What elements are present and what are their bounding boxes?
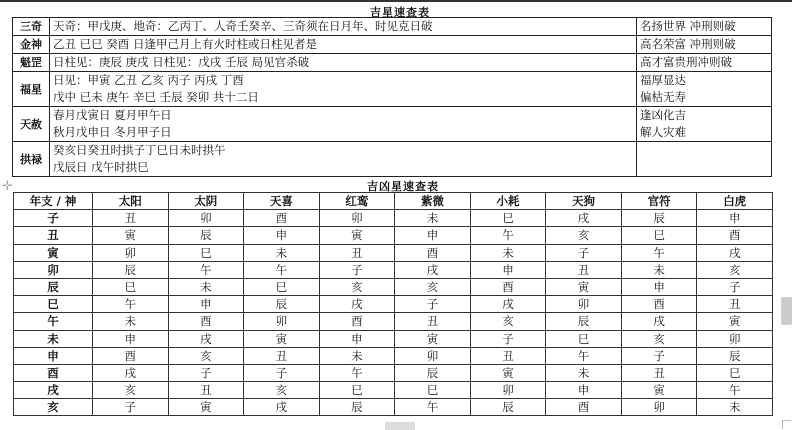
column-header-star: 太阴 <box>168 193 244 210</box>
star-description: 天奇：甲戊庚、地奇：乙丙丁、人奇壬癸辛、三奇须在日月年、时见克日破 <box>50 18 637 36</box>
table-cell: 辰 <box>546 313 622 330</box>
table-cell: 子 <box>621 347 697 364</box>
table-cell: 申 <box>395 227 471 244</box>
table-cell: 子 <box>470 330 546 347</box>
star-effect-note: 名扬世界 冲刑则破 <box>637 18 772 36</box>
row-header-year-branch: 寅 <box>14 244 93 261</box>
table-cell: 卯 <box>546 296 622 313</box>
star-effect-note <box>637 142 772 160</box>
table-cell: 酉 <box>319 313 395 330</box>
bottom-scroll-tab[interactable] <box>385 422 415 430</box>
lucky-star-row <box>13 124 772 142</box>
row-header-year-branch: 戌 <box>14 382 93 399</box>
table-cell: 辰 <box>621 210 697 227</box>
table-row <box>14 313 773 330</box>
table-cell: 未 <box>621 261 697 278</box>
table-cell: 卯 <box>93 244 169 261</box>
table-cell: 申 <box>697 210 773 227</box>
row-header-year-branch: 午 <box>14 313 93 330</box>
table-cell: 未 <box>395 210 471 227</box>
table-cell: 未 <box>697 399 773 416</box>
table-cell: 寅 <box>395 330 471 347</box>
column-header-star: 天狗 <box>546 193 622 210</box>
star-effect-note: 高才富贵刑冲则破 <box>637 54 772 72</box>
table-cell: 丑 <box>319 244 395 261</box>
table-row <box>14 227 773 244</box>
table-cell: 辰 <box>470 399 546 416</box>
row-header-year-branch: 申 <box>14 347 93 364</box>
column-header-year-branch: 年支 / 神 <box>14 193 93 210</box>
table-cell: 亥 <box>244 382 320 399</box>
table-cell: 亥 <box>621 330 697 347</box>
table-cell: 亥 <box>697 261 773 278</box>
row-header-year-branch: 未 <box>14 330 93 347</box>
resize-corner-icon[interactable] <box>782 420 791 429</box>
table-cell: 丑 <box>621 364 697 381</box>
table-cell: 午 <box>319 364 395 381</box>
row-header-year-branch: 子 <box>14 210 93 227</box>
table-move-handle-icon[interactable]: ✛ <box>2 179 13 194</box>
table-cell: 午 <box>621 244 697 261</box>
table-cell: 子 <box>319 261 395 278</box>
lucky-star-row <box>13 142 772 160</box>
star-description: 日柱见：庚辰 庚戌 日柱见：戊戌 壬辰 局见官杀破 <box>50 54 637 72</box>
table-row <box>14 261 773 278</box>
table-cell: 辰 <box>395 364 471 381</box>
table-cell: 巳 <box>546 330 622 347</box>
table-cell: 亥 <box>93 382 169 399</box>
table-cell: 丑 <box>244 347 320 364</box>
table-cell: 午 <box>546 347 622 364</box>
table-cell: 申 <box>546 382 622 399</box>
table-row <box>14 382 773 399</box>
table-cell: 酉 <box>395 244 471 261</box>
table-cell: 戌 <box>546 210 622 227</box>
lucky-star-row <box>13 72 772 90</box>
table-cell: 申 <box>621 278 697 295</box>
row-header-year-branch: 亥 <box>14 399 93 416</box>
star-name: 福星 <box>13 72 50 107</box>
table-cell: 巳 <box>319 382 395 399</box>
table-cell: 寅 <box>319 227 395 244</box>
table-cell: 午 <box>93 296 169 313</box>
stars-lookup-table-title: 吉凶星速查表 <box>367 180 439 193</box>
table-cell: 寅 <box>621 382 697 399</box>
table-cell: 巳 <box>697 364 773 381</box>
table-cell: 卯 <box>244 313 320 330</box>
table-cell: 丑 <box>168 382 244 399</box>
table-cell: 申 <box>93 330 169 347</box>
star-name: 金神 <box>13 36 50 54</box>
star-description: 日见：甲寅 乙丑 乙亥 丙子 丙戌 丁酉 <box>50 72 637 90</box>
table-cell: 酉 <box>93 347 169 364</box>
top-border <box>0 0 792 2</box>
star-description: 戊中 已未 庚午 辛巳 壬辰 癸卯 共十二日 <box>50 89 637 107</box>
table-cell: 寅 <box>168 399 244 416</box>
lucky-stars-table-title: 吉星速查表 <box>370 6 430 19</box>
table-cell: 亥 <box>546 227 622 244</box>
table-cell: 卯 <box>168 210 244 227</box>
table-cell: 午 <box>470 227 546 244</box>
table-cell: 申 <box>244 227 320 244</box>
table-cell: 未 <box>470 244 546 261</box>
star-description: 春月戊寅日 夏月甲午日 <box>50 107 637 125</box>
table-cell: 亥 <box>168 347 244 364</box>
column-header-star: 官符 <box>621 193 697 210</box>
table-cell: 酉 <box>546 399 622 416</box>
table-row <box>14 399 773 416</box>
table-cell: 丑 <box>546 261 622 278</box>
table-cell: 子 <box>546 244 622 261</box>
star-description: 乙丑 已巳 癸酉 日逢甲己月上有火时柱或日柱见者是 <box>50 36 637 54</box>
table-cell: 午 <box>244 261 320 278</box>
table-cell: 戌 <box>697 244 773 261</box>
table-cell: 寅 <box>546 278 622 295</box>
column-header-star: 太阳 <box>93 193 169 210</box>
star-effect-note: 逢凶化吉 <box>637 107 772 125</box>
table-cell: 申 <box>319 330 395 347</box>
table-cell: 丑 <box>395 313 471 330</box>
lucky-star-row <box>13 89 772 107</box>
table-cell: 辰 <box>244 296 320 313</box>
column-header-star: 紫微 <box>395 193 471 210</box>
table-cell: 未 <box>546 364 622 381</box>
table-cell: 卯 <box>395 347 471 364</box>
table-cell: 巳 <box>168 244 244 261</box>
table-cell: 戌 <box>93 364 169 381</box>
table-cell: 戌 <box>319 296 395 313</box>
table-cell: 寅 <box>93 227 169 244</box>
table-row <box>14 296 773 313</box>
table-cell: 寅 <box>470 364 546 381</box>
row-header-year-branch: 巳 <box>14 296 93 313</box>
table-cell: 卯 <box>697 330 773 347</box>
table-row <box>14 347 773 364</box>
table-cell: 丑 <box>697 296 773 313</box>
row-header-year-branch: 辰 <box>14 278 93 295</box>
table-cell: 戌 <box>470 296 546 313</box>
table-row <box>14 244 773 261</box>
row-header-year-branch: 丑 <box>14 227 93 244</box>
column-header-star: 红鸾 <box>319 193 395 210</box>
star-effect-note: 偏枯无寿 <box>637 89 772 107</box>
table-row <box>14 278 773 295</box>
column-header-star: 小耗 <box>470 193 546 210</box>
lucky-star-row <box>13 159 772 177</box>
table-cell: 酉 <box>621 296 697 313</box>
table-cell: 辰 <box>93 261 169 278</box>
table-cell: 寅 <box>244 330 320 347</box>
column-header-star: 天喜 <box>244 193 320 210</box>
table-cell: 丑 <box>93 210 169 227</box>
star-description: 癸亥日癸丑时拱子丁巳日未时拱午 <box>50 142 637 160</box>
table-row <box>14 210 773 227</box>
table-cell: 辰 <box>319 399 395 416</box>
table-cell: 子 <box>244 364 320 381</box>
table-cell: 午 <box>395 399 471 416</box>
table-cell: 亥 <box>395 278 471 295</box>
table-cell: 戌 <box>168 330 244 347</box>
star-effect-note: 解人灾难 <box>637 124 772 142</box>
table-cell: 卯 <box>621 399 697 416</box>
lucky-star-row <box>13 107 772 125</box>
table-cell: 巳 <box>244 278 320 295</box>
side-scroll-tab[interactable] <box>781 297 792 325</box>
table-cell: 戌 <box>244 399 320 416</box>
column-header-star: 白虎 <box>697 193 773 210</box>
table-cell: 未 <box>168 278 244 295</box>
row-header-year-branch: 卯 <box>14 261 93 278</box>
table-cell: 卯 <box>470 382 546 399</box>
table-cell: 辰 <box>168 227 244 244</box>
table-cell: 子 <box>697 278 773 295</box>
table-cell: 卯 <box>319 210 395 227</box>
star-effect-note: 福厚显达 <box>637 72 772 90</box>
lucky-star-row <box>13 18 772 36</box>
table-cell: 寅 <box>697 313 773 330</box>
star-effect-note <box>637 159 772 177</box>
table-cell: 酉 <box>697 227 773 244</box>
star-name: 拱禄 <box>13 142 50 177</box>
table-cell: 子 <box>168 364 244 381</box>
row-header-year-branch: 酉 <box>14 364 93 381</box>
table-row <box>14 330 773 347</box>
table-cell: 酉 <box>470 278 546 295</box>
table-cell: 申 <box>168 296 244 313</box>
lucky-stars-table <box>12 17 772 177</box>
table-cell: 巳 <box>93 278 169 295</box>
table-row <box>14 364 773 381</box>
table-cell: 未 <box>319 347 395 364</box>
star-description: 秋月戊申日 冬月甲子日 <box>50 124 637 142</box>
table-cell: 酉 <box>244 210 320 227</box>
table-cell: 戌 <box>621 313 697 330</box>
table-cell: 子 <box>395 296 471 313</box>
lucky-star-row <box>13 54 772 72</box>
table-cell: 丑 <box>470 347 546 364</box>
table-cell: 戌 <box>395 261 471 278</box>
star-name: 三奇 <box>13 18 50 36</box>
table-cell: 巳 <box>470 210 546 227</box>
star-name: 天赦 <box>13 107 50 142</box>
star-name: 魁罡 <box>13 54 50 72</box>
lucky-star-row <box>13 36 772 54</box>
table-cell: 未 <box>93 313 169 330</box>
table-cell: 巳 <box>621 227 697 244</box>
table-cell: 亥 <box>470 313 546 330</box>
table-cell: 午 <box>697 382 773 399</box>
star-description: 戊辰日 戊午时拱巳 <box>50 159 637 177</box>
table-cell: 申 <box>470 261 546 278</box>
table-cell: 未 <box>244 244 320 261</box>
table-cell: 辰 <box>697 347 773 364</box>
table-cell: 午 <box>168 261 244 278</box>
table-cell: 亥 <box>319 278 395 295</box>
table-cell: 巳 <box>395 382 471 399</box>
table-cell: 酉 <box>168 313 244 330</box>
stars-lookup-table <box>13 192 773 416</box>
star-effect-note: 高名荣富 冲刑则破 <box>637 36 772 54</box>
table-cell: 子 <box>93 399 169 416</box>
